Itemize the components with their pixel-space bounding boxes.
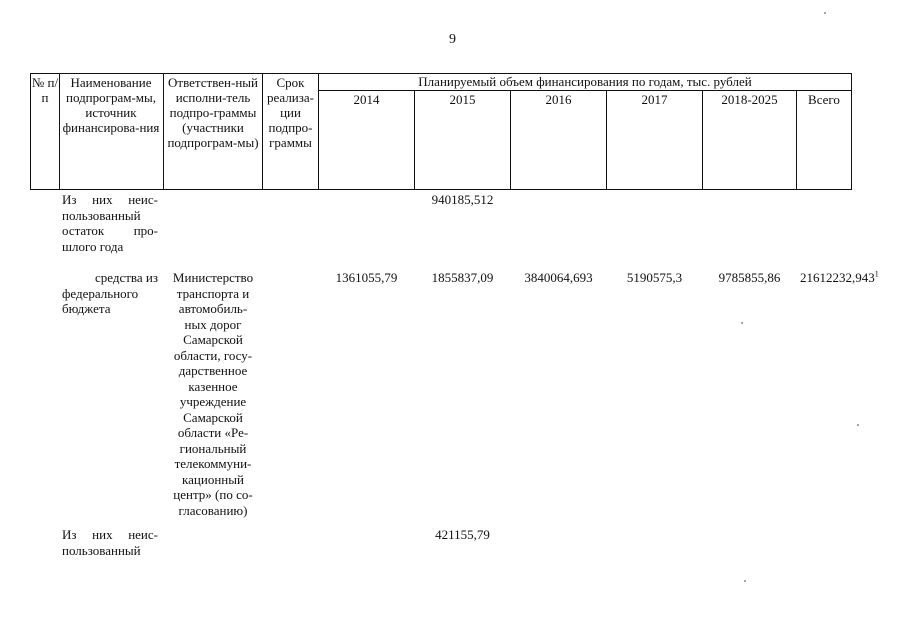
- row1-name: [62, 192, 158, 254]
- executor-line: гиональный: [179, 440, 247, 456]
- row3-name-line: пользованный: [62, 542, 141, 558]
- row2-executor: [164, 270, 262, 518]
- executor-line: Самарской: [183, 409, 243, 425]
- total-value: 21612232,943: [800, 270, 875, 285]
- header-year-2018-2025: 2018-2025: [721, 92, 778, 107]
- scan-speck: [824, 12, 826, 14]
- row2-value-2018-2025: 9785855,86: [718, 270, 781, 285]
- row1-value-2015: 940185,512: [431, 192, 494, 207]
- executor-line: ных дорог: [184, 316, 242, 332]
- executor-line: автомобиль-: [178, 301, 248, 316]
- header-year-2014: 2014: [353, 92, 380, 107]
- planned-header-divider: [318, 90, 852, 91]
- scan-speck: [857, 424, 859, 426]
- scan-speck: [744, 580, 746, 582]
- row2-value-2016: 3840064,693: [524, 270, 593, 285]
- executor-line: области «Ре-: [177, 425, 249, 440]
- footnote-marker: 1: [874, 269, 879, 279]
- scan-speck: [741, 322, 743, 324]
- executor-line: транспорта и: [176, 285, 250, 301]
- row1-name-line: шлого года: [62, 238, 124, 254]
- row2-value-2015: 1855837,09: [431, 270, 494, 285]
- col-border-1: [59, 73, 60, 190]
- row1-name-line: остаток про-: [62, 223, 158, 238]
- executor-line: Самарской: [183, 332, 243, 347]
- row2-name-line: федерального: [62, 285, 139, 301]
- header-year-2015: 2015: [449, 92, 476, 107]
- row3-name: [62, 527, 158, 558]
- executor-line: телекоммуни-: [174, 456, 252, 471]
- executor-line: Министерство: [172, 270, 254, 285]
- row2-name: [62, 270, 158, 317]
- header-planned: Планируемый объем финансирования по годам, тыс. рублей: [418, 74, 752, 89]
- executor-line: дарственное: [178, 363, 248, 378]
- row2-value-2014: 1361055,79: [335, 270, 398, 285]
- executor-line: гласованию): [178, 502, 248, 518]
- row2-value-total: [800, 270, 900, 286]
- header-year-2016: 2016: [545, 92, 572, 107]
- executor-line: кационный: [182, 471, 244, 487]
- header-year-2017: 2017: [641, 92, 668, 107]
- executor-line: казенное: [188, 378, 238, 394]
- row2-name-line: средства из: [94, 270, 158, 285]
- executor-line: области, госу-: [173, 347, 253, 363]
- col-border-4: [318, 73, 319, 190]
- col-border-2: [163, 73, 164, 190]
- header-num: № п/п: [31, 75, 59, 105]
- row1-name-line: пользованный: [62, 207, 141, 223]
- header-term: Срок реализа-ции подпро-граммы: [267, 75, 314, 150]
- header-bottom-border: [30, 189, 852, 190]
- executor-line: учреждение: [179, 394, 247, 409]
- row1-name-line: Из них неис-: [62, 192, 158, 207]
- executor-line: центр» (по со-: [173, 487, 253, 502]
- col-border-10: [851, 73, 852, 190]
- row3-name-line: Из них неис-: [62, 527, 158, 542]
- header-executor: Ответствен-ный исполни-тель подпро-граммы (участники подпрограм-мы): [167, 75, 259, 150]
- page-number: 9: [449, 32, 456, 47]
- row2-value-2017: 5190575,3: [626, 270, 683, 285]
- col-border-3: [262, 73, 263, 190]
- header-name: Наименование подпрограм-мы, источник финансирова-ния: [62, 75, 160, 135]
- header-total: Всего: [808, 92, 840, 107]
- row3-value-2015: 421155,79: [435, 527, 490, 542]
- row2-name-line: бюджета: [62, 301, 111, 316]
